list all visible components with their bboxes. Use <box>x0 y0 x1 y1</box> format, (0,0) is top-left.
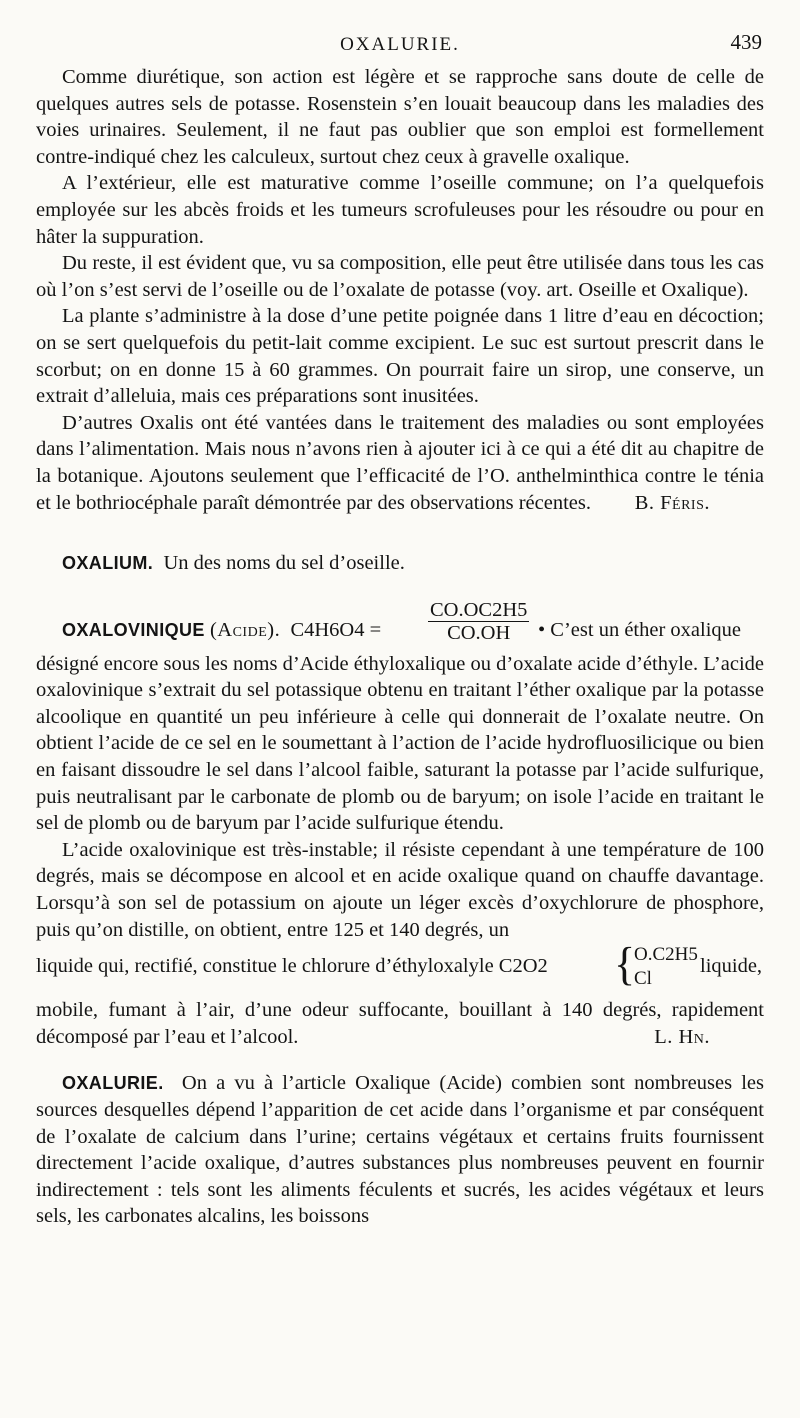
entry-oxalovinique-heading <box>36 597 764 651</box>
brace-symbol: { <box>614 938 636 991</box>
formula-continuation: • C’est un éther oxalique <box>538 618 742 641</box>
paragraph-oxalovinique-3: mobile, fumant à l’air, d’une odeur suffocante, bouillant à 140 degrés, rapidement décomposé par l’eau et l’alcool. <box>36 999 764 1048</box>
stack-top: O.C2H5 <box>634 944 698 966</box>
formula-lhs: C4H6O4 = <box>290 618 382 641</box>
stack-bottom: Cl <box>634 968 652 990</box>
running-title: OXALURIE. <box>340 34 460 55</box>
chlorure-formula-line <box>36 938 764 997</box>
paragraph-oxalis: D’autres Oxalis ont été vantées dans le traitement des maladies ou sont employées dans l’alimentation. Mais nous n’avons rien à ajouter ici à ce qui a été dit au chapitre de la botanique. Ajoutons seulement que l’efficacité de l’O. anthelminthica contre le ténia et le bothriocéphale paraît démontrée par des observations récentes. <box>36 411 764 514</box>
entry-qualifier: (Acide). <box>209 618 281 641</box>
text-body <box>36 64 764 1230</box>
entry-text: On a vu à l’article Oxalique (Acide) combien sont nombreuses les sources desquelles dépend l’apparition de cet acide dans l’organisme et par conséquent de l’oxalate de calcium dans l’urine; certains végétaux et certains fruits fournissent directement l’acide oxalique, d’autres substances plus nombreuses peuvent en fournir indirectement : tels sont les aliments féculents et sucrés, les acides végétaux et leurs sels, les carbonates alcalins, les boissons <box>36 1072 764 1228</box>
chlorure-after: liquide, <box>700 955 763 978</box>
chlorure-text: liquide qui, rectifié, constitue le chlorure d’éthyloxalyle C2O2 <box>36 955 548 978</box>
author-signature: B. Féris. <box>634 491 710 514</box>
paragraph-oxalovinique-1: désigné encore sous les noms d’Acide éthyloxalique ou d’oxalate acide d’éthyle. L’acide oxalovinique s’extrait du sel potassique obtenu en traitant l’éther oxalique par la potasse alcoolique en quantité un peu inférieure à celle qui donnerait de l’oxalate neutre. On obtient l’acide de ce sel en le soumettant à l’action de l’acide hydrofluosilicique ou bien en faisant dissoudre le sel dans l’alcool faible, saturant la potasse par l’acide sulfurique, puis neutralisant par le carbonate de plomb ou de baryum; on isole l’acide en traitant le sel de plomb ou de baryum par l’acide sulfurique étendu. <box>36 652 764 835</box>
paragraph-composition: Du reste, il est évident que, vu sa composition, elle peut être utilisée dans tous les cas où l’on s’est servi de l’oseille ou de l’oxalate de potasse (voy. art. Oseille et Oxalique). <box>36 252 764 301</box>
paragraph-oxalovinique-2: L’acide oxalovinique est très-instable; il résiste cependant à une température de 100 degrés, mais se décompose en alcool et en acide oxalique quand on chauffe davantage. Lorsqu’à son sel de potassium on ajoute un léger excès d’oxychlorure de phosphore, puis qu’on distille, on obtient, entre 125 et 140 degrés, un <box>36 838 764 941</box>
chlorure-stack <box>634 943 698 991</box>
entry-heading: OXALURIE. <box>62 1073 164 1094</box>
entry-oxalurie <box>36 1070 764 1230</box>
entry-oxalium <box>36 550 764 577</box>
entry-definition: Un des noms du sel d’oseille. <box>163 552 405 575</box>
entry-heading: OXALOVINIQUE <box>62 619 205 640</box>
entry-heading: OXALIUM. <box>62 553 154 574</box>
paragraph-diuretique: Comme diurétique, son action est légère et se rapproche sans doute de celle de quelques autres sels de potasse. Rosenstein s’en louait beaucoup dans les maladies des voies urinaires. Seulement, il ne faut pas oublier que son emploi est formellement contre-indiqué chez les calculeux, surtout chez ceux à gravelle oxalique. <box>36 66 764 168</box>
paragraph-exterieur: A l’extérieur, elle est maturative comme l’oseille commune; on l’a quelquefois employée sur les abcès froids et les tumeurs scrofuleuses pour les résoudre ou pour en hâter la suppuration. <box>36 172 764 248</box>
structural-formula <box>428 599 529 644</box>
author-signature: L. Hn. <box>654 1025 710 1048</box>
page-number: 439 <box>730 30 762 54</box>
paragraph-administration: La plante s’administre à la dose d’une petite poignée dans 1 litre d’eau en décoction; on se sert quelquefois du petit-lait comme excipient. Le suc est surtout prescrit dans le scorbut; on en donne 15 à 60 grammes. On pourrait faire un sirop, une conserve, un extrait d’alleluia, mais ces préparations sont inusitées. <box>36 305 764 408</box>
formula-numerator: CO.OC2H5 <box>430 598 528 621</box>
formula-denominator: CO.OH <box>447 621 511 644</box>
running-header <box>0 30 800 64</box>
